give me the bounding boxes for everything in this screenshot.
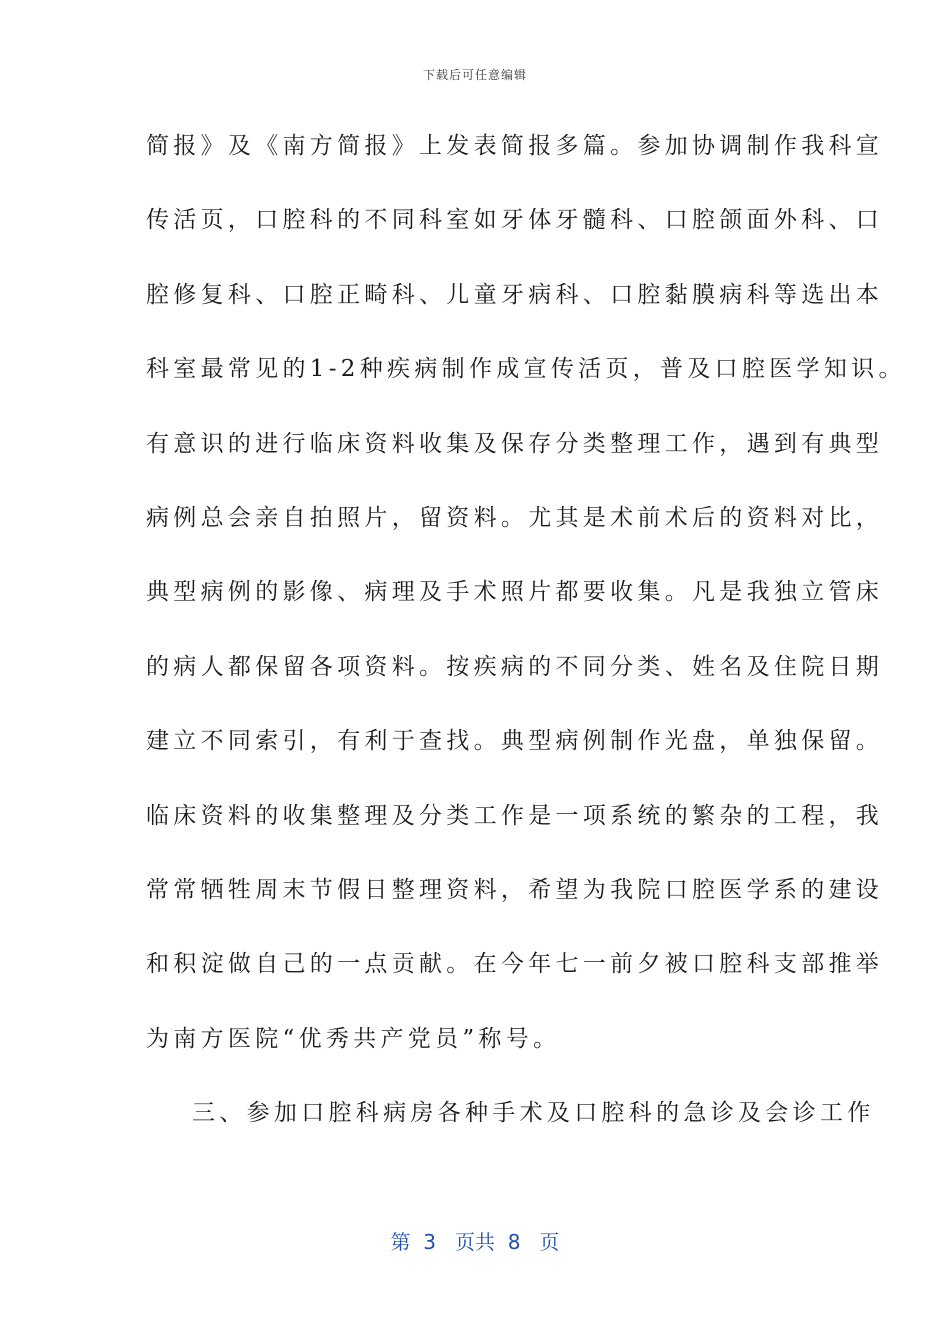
text-line: 建立不同索引，有利于查找。典型病例制作光盘，单独保留。 [146,728,884,755]
text-line: 有意识的进行临床资料收集及保存分类整理工作，遇到有典型 [146,430,884,457]
text-line: 传活页，口腔科的不同科室如牙体牙髓科、口腔颌面外科、口 [146,207,884,234]
text-line: 和积淀做自己的一点贡献。在今年七一前夕被口腔科支部推举 [146,951,884,978]
section-heading: 三、参加口腔科病房各种手术及口腔科的急诊及会诊工作 [192,1100,875,1127]
text-line: 病例总会亲自拍照片，留资料。尤其是术前术后的资料对比， [146,504,884,531]
text-line: 科室最常见的1-2种疾病制作成宣传活页，普及口腔医学知识。 [146,356,906,383]
body-text [146,122,906,1163]
text-line: 简报》及《南方简报》上发表简报多篇。参加协调制作我科宣 [146,133,884,159]
text-line: 腔修复科、口腔正畸科、儿童牙病科、口腔黏膜病科等选出本 [146,281,884,308]
header-note: 下载后可任意编辑 [422,68,527,82]
page-number-footer: 第 3 页共 8 页 [390,1230,560,1254]
text-line: 常常牺牲周末节假日整理资料，希望为我院口腔医学系的建设 [146,876,884,903]
text-line: 典型病例的影像、病理及手术照片都要收集。凡是我独立管床 [146,579,884,606]
text-line: 为南方医院“优秀共产党员”称号。 [146,1025,561,1052]
text-line: 临床资料的收集整理及分类工作是一项系统的繁杂的工程，我 [146,802,884,829]
text-line: 的病人都保留各项资料。按疾病的不同分类、姓名及住院日期 [146,653,884,680]
